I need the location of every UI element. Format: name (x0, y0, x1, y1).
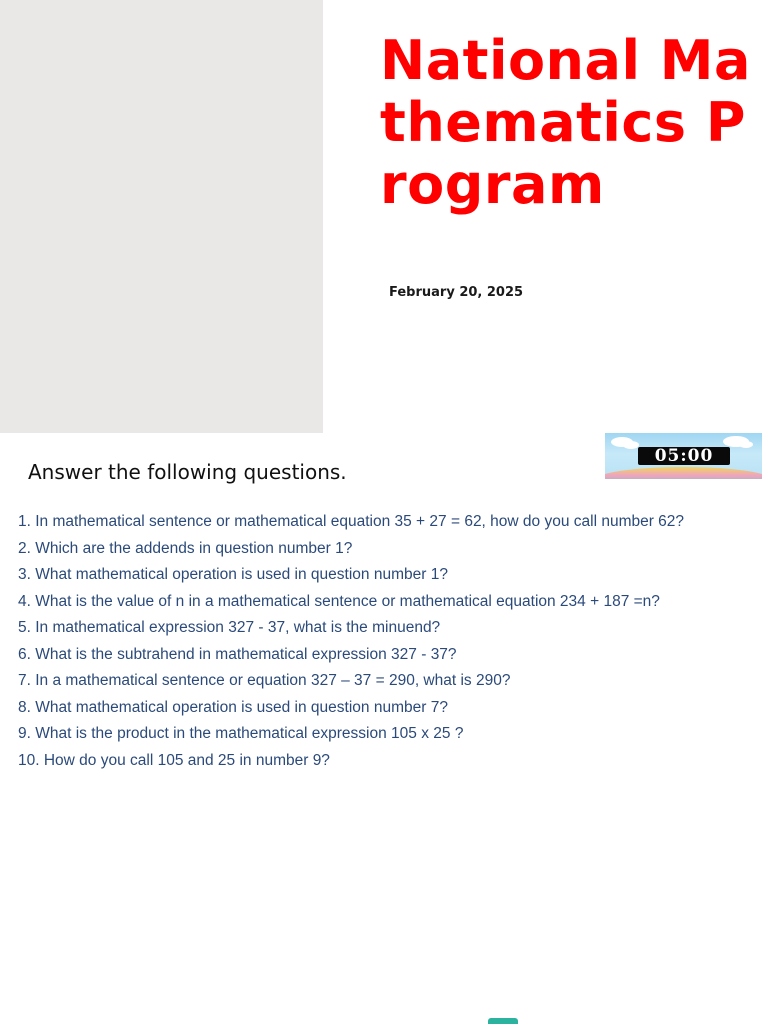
question-item: 8. What mathematical operation is used in question number 7? (18, 698, 448, 716)
question-item: 3. What mathematical operation is used in question number 1? (18, 566, 448, 583)
slide-image-placeholder (0, 0, 323, 433)
question-item: 7. In a mathematical sentence or equation 327 – 37 = 290, what is 290? (18, 672, 511, 689)
presentation-date: February 20, 2025 (389, 285, 524, 300)
question-item: 2. Which are the addends in question number 1? (18, 539, 353, 557)
timer-readout: 05:00 (638, 447, 730, 465)
instructions-heading: Answer the following questions. (28, 460, 347, 484)
countdown-timer (605, 433, 762, 479)
question-item: 6. What is the subtrahend in mathematical expression 327 - 37? (18, 645, 457, 663)
page-title: National Mathematics Program (380, 29, 751, 216)
question-item: 9. What is the product in the mathematical expression 105 x 25 ? (18, 725, 464, 742)
footer-decoration (488, 1018, 518, 1024)
cloud-icon (739, 441, 753, 448)
rainbow-icon (605, 467, 762, 479)
question-item: 10. How do you call 105 and 25 in number 9? (18, 751, 330, 769)
question-list (18, 509, 758, 774)
question-item: 1. In mathematical sentence or mathematical equation 35 + 27 = 62, how do you call number 62? (18, 513, 685, 530)
question-item: 5. In mathematical expression 327 - 37, what is the minuend? (18, 619, 441, 636)
question-item: 4. What is the value of n in a mathematical sentence or mathematical equation 234 + 187 =n? (18, 592, 660, 610)
cloud-icon (623, 441, 639, 449)
